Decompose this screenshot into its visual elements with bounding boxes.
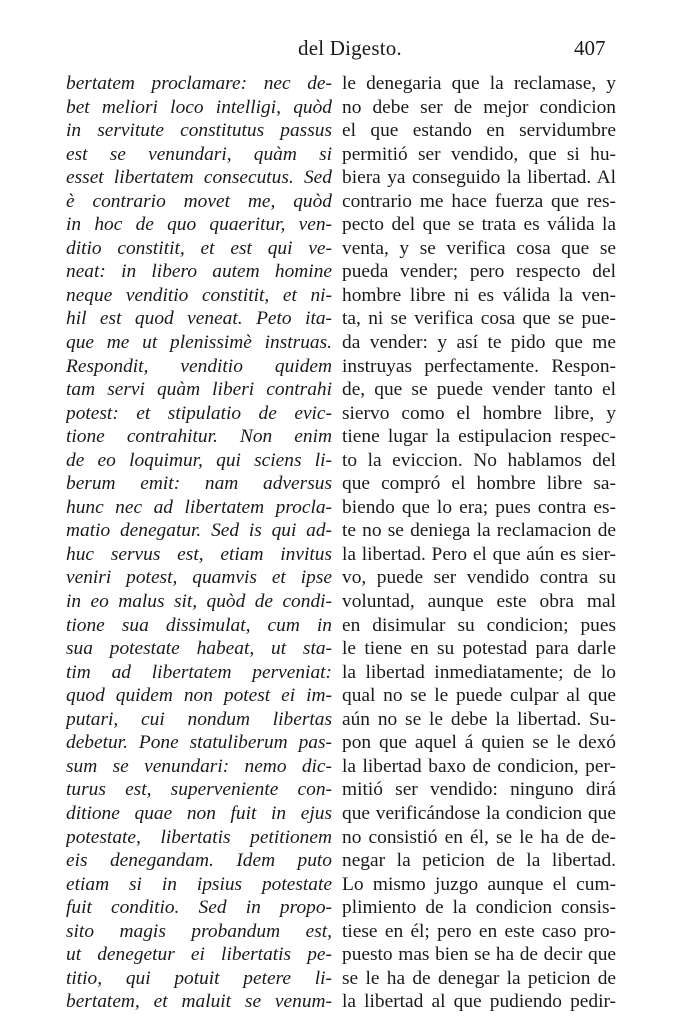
latin-text-line: tione contrahitur. Non enim: [66, 426, 332, 448]
latin-text-line: fuit conditio. Sed in propo-: [66, 897, 332, 919]
latin-text-line: debetur. Pone statuliberum pas-: [66, 732, 332, 754]
spanish-text-line: pueda vender; pero respecto del: [342, 261, 616, 283]
spanish-text-line: tiese en él; pero en este caso pro-: [342, 920, 616, 942]
latin-text-line: bertatem, et maluit se venum-: [66, 991, 332, 1013]
latin-text-line: que me ut plenissimè instruas.: [66, 332, 332, 354]
spanish-text-line: aún no se le debe la libertad. Su-: [342, 708, 616, 730]
latin-text-line: matio denegatur. Sed is qui ad-: [66, 520, 332, 542]
latin-text-line: potestate, libertatis petitionem: [66, 826, 332, 848]
latin-text-line: è contrario movet me, quòd: [66, 190, 332, 212]
spanish-text-line: Lo mismo juzgo aunque el cum-: [342, 873, 616, 895]
spanish-text-line: que compró el hombre libre sa-: [342, 473, 616, 495]
latin-text-line: esset libertatem consecutus. Sed: [66, 167, 332, 189]
latin-text-line: in servitute constitutus passus: [66, 120, 332, 142]
spanish-text-line: la libertad al que pudiendo pedir-: [342, 991, 616, 1013]
spanish-text-line: contrario me hace fuerza que res-: [342, 190, 616, 212]
latin-text-column: [66, 72, 332, 1014]
latin-text-line: sum se venundari: nemo dic-: [66, 755, 332, 777]
spanish-text-line: voluntad, aunque este obra mal: [342, 591, 616, 613]
spanish-text-line: hombre libre ni es válida la ven-: [342, 284, 616, 306]
latin-text-line: putari, cui nondum libertas: [66, 708, 332, 730]
latin-text-line: neque venditio constitit, et ni-: [66, 284, 332, 306]
spanish-text-line: venta, y se verifica cosa que se: [342, 237, 616, 259]
spanish-text-line: biera ya conseguido la libertad. Al: [342, 167, 616, 189]
latin-text-line: in eo malus sit, quòd de condi-: [66, 591, 332, 613]
latin-text-line: quod quidem non potest ei im-: [66, 685, 332, 707]
spanish-text-line: no consistió en él, se le ha de de-: [342, 826, 616, 848]
spanish-text-line: vo, puede ser vendido contra su: [342, 567, 616, 589]
spanish-text-line: le denegaria que la reclamase, y: [342, 73, 616, 94]
page-header: [0, 36, 682, 66]
latin-text-line: titio, qui potuit petere li-: [66, 967, 332, 989]
page-number: 407: [574, 36, 606, 60]
spanish-text-line: la libertad baxo de condicion, per-: [342, 755, 616, 777]
latin-text-line: sua potestate habeat, ut sta-: [66, 638, 332, 660]
spanish-text-line: instruyas perfectamente. Respon-: [342, 355, 616, 377]
running-head: del Digesto.: [298, 36, 402, 60]
latin-text-line: ut denegetur ei libertatis pe-: [66, 944, 332, 966]
latin-text-line: berum emit: nam adversus: [66, 473, 332, 495]
latin-text-line: veniri potest, quamvis et ipse: [66, 567, 332, 589]
latin-text-line: sito magis probandum est,: [66, 920, 332, 942]
spanish-text-line: no debe ser de mejor condicion: [342, 96, 616, 118]
latin-text-line: tim ad libertatem perveniat:: [66, 661, 332, 683]
spanish-text-line: permitió ser vendido, que si hu-: [342, 143, 616, 165]
latin-text-line: eis denegandam. Idem puto: [66, 850, 332, 872]
latin-text-line: etiam si in ipsius potestate: [66, 873, 332, 895]
spanish-text-line: puesto mas bien se ha de decir que: [342, 944, 616, 966]
spanish-text-line: en disimular su condicion; pues: [342, 614, 616, 636]
latin-text-line: bet meliori loco intelligi, quòd: [66, 96, 332, 118]
latin-text-line: hil est quod veneat. Peto ita-: [66, 308, 332, 330]
spanish-text-line: te no se deniega la reclamacion de: [342, 520, 616, 542]
latin-text-line: tione sua dissimulat, cum in: [66, 614, 332, 636]
spanish-text-line: que verificándose la condicion que: [342, 802, 616, 824]
latin-text-line: hunc nec ad libertatem procla-: [66, 496, 332, 518]
latin-text-line: tam servi quàm liberi contrahi: [66, 379, 332, 401]
spanish-text-line: el que estando en servidumbre: [342, 120, 616, 142]
spanish-text-line: plimiento de la condicion consis-: [342, 897, 616, 919]
spanish-text-line: la libertad inmediatamente; de lo: [342, 661, 616, 683]
spanish-text-line: pecto del que se trata es válida la: [342, 214, 616, 236]
spanish-text-line: da vender: y así te pido que me: [342, 332, 616, 354]
latin-text-line: neat: in libero autem homine: [66, 261, 332, 283]
spanish-text-line: biendo que lo era; pues contra es-: [342, 496, 616, 518]
latin-text-line: potest: et stipulatio de evic-: [66, 402, 332, 424]
latin-text-line: huc servus est, etiam invitus: [66, 543, 332, 565]
spanish-text-line: de, que se puede vender tanto el: [342, 379, 616, 401]
spanish-text-line: negar la peticion de la libertad.: [342, 850, 616, 872]
latin-text-line: ditione quae non fuit in ejus: [66, 802, 332, 824]
spanish-text-line: qual no se le puede culpar al que: [342, 685, 616, 707]
spanish-text-line: la libertad. Pero el que aún es sier-: [342, 543, 616, 565]
latin-text-line: in hoc de quo quaeritur, ven-: [66, 214, 332, 236]
spanish-text-line: mitió ser vendido: ninguno dirá: [342, 779, 616, 801]
spanish-text-column: [342, 72, 616, 1014]
latin-text-line: de eo loquimur, qui sciens li-: [66, 449, 332, 471]
spanish-text-line: to la eviccion. No hablamos del: [342, 449, 616, 471]
spanish-text-line: se le ha de denegar la peticion de: [342, 967, 616, 989]
latin-text-line: est se venundari, quàm si: [66, 143, 332, 165]
spanish-text-line: tiene lugar la estipulacion respec-: [342, 426, 616, 448]
spanish-text-line: siervo como el hombre libre, y: [342, 402, 616, 424]
latin-text-line: Respondit, venditio quidem: [66, 355, 332, 377]
spanish-text-line: ta, ni se verifica cosa que se pue-: [342, 308, 616, 330]
spanish-text-line: le tiene en su potestad para darle: [342, 638, 616, 660]
spanish-text-line: pon que aquel á quien se le dexó: [342, 732, 616, 754]
latin-text-line: bertatem proclamare: nec de-: [66, 73, 332, 94]
latin-text-line: turus est, superveniente con-: [66, 779, 332, 801]
latin-text-line: ditio constitit, et est qui ve-: [66, 237, 332, 259]
